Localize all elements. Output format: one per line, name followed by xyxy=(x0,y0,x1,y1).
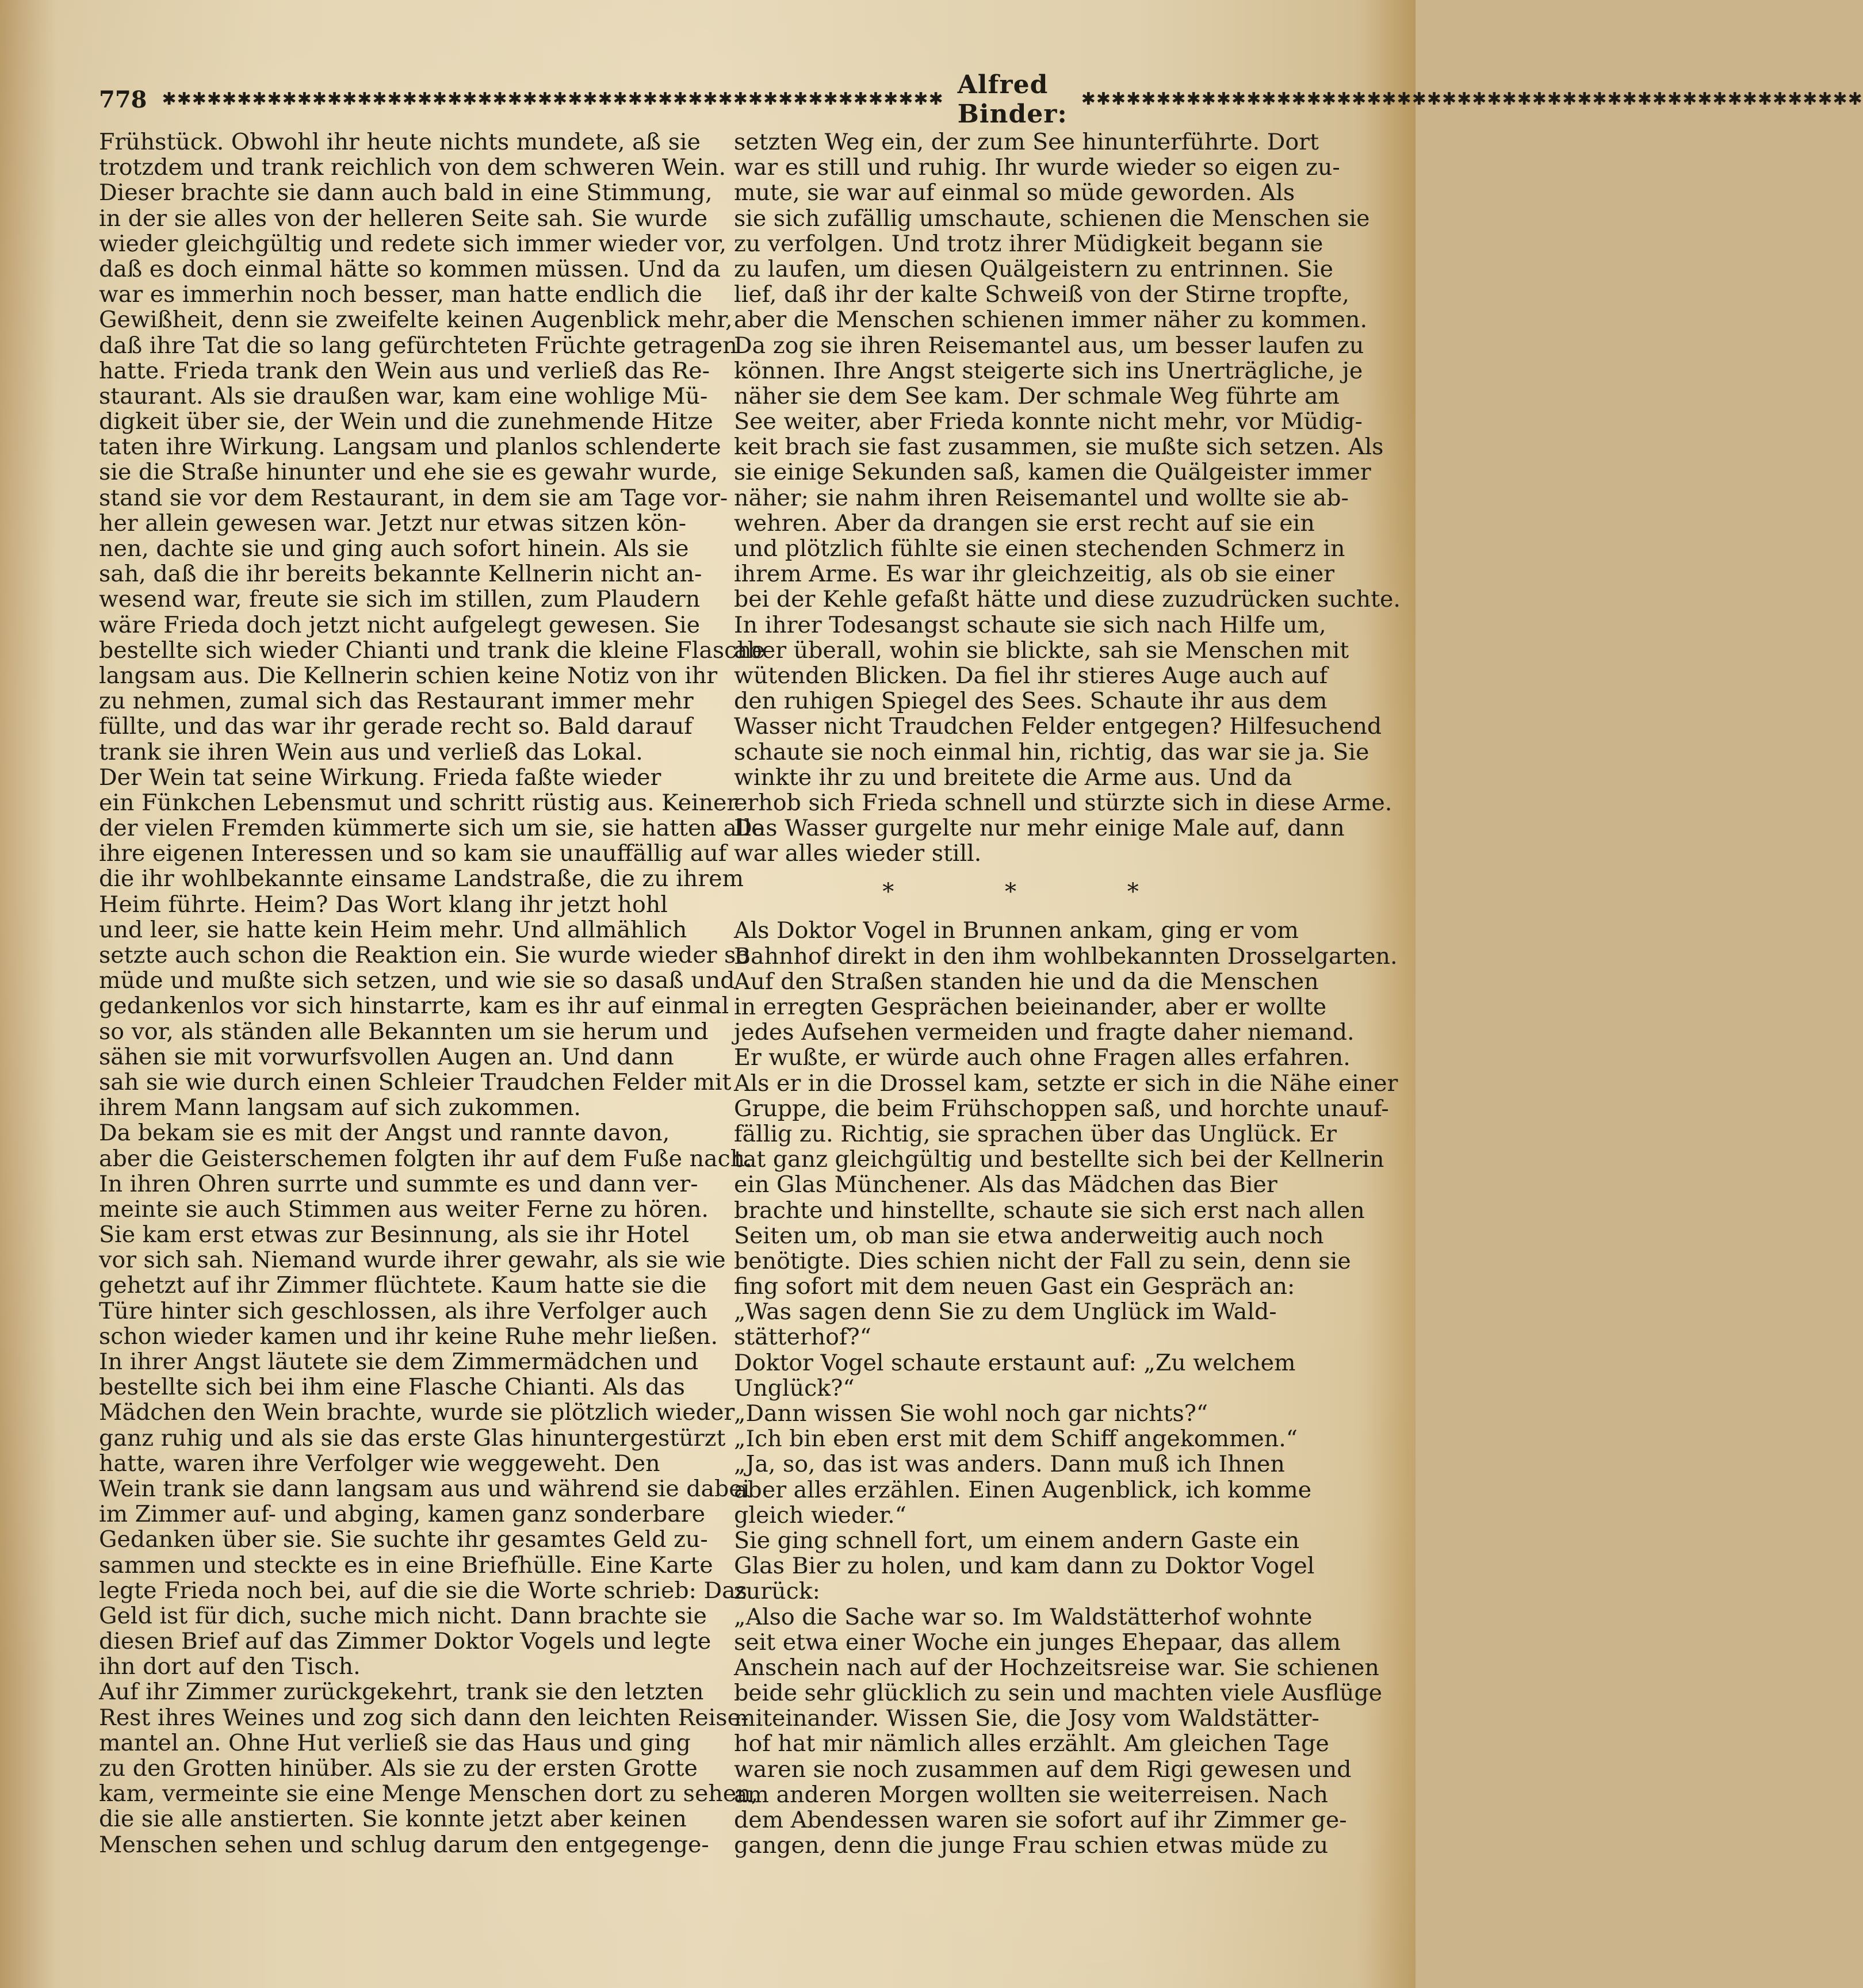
text-line: war es immerhin noch besser, man hatte endlich die xyxy=(99,281,702,308)
text-line: und leer, sie hatte kein Heim mehr. Und allmählich xyxy=(99,916,687,943)
text-block-right-top xyxy=(734,129,1401,867)
text-line: Gewißheit, denn sie zweifelte keinen Augenblick mehr, xyxy=(99,307,733,334)
text-line: Der Wein tat seine Wirkung. Frieda faßte wieder xyxy=(99,764,661,791)
text-line: Doktor Vogel schaute erstaunt auf: „Zu welchem xyxy=(734,1349,1296,1376)
text-line: zu nehmen, zumal sich das Restaurant immer mehr xyxy=(99,688,694,715)
text-line: digkeit über sie, der Wein und die zunehmende Hitze xyxy=(99,408,713,435)
text-line: Auf ihr Zimmer zurückgekehrt, trank sie den letzten xyxy=(99,1679,704,1706)
text-line: stätterhof?“ xyxy=(734,1324,871,1351)
text-line: Bahnhof direkt in den ihm wohlbekannten Drosselgarten. xyxy=(734,943,1398,970)
text-line: sah, daß die ihr bereits bekannte Kellnerin nicht an- xyxy=(99,561,702,588)
text-line: am anderen Morgen wollten sie weiterreisen. Nach xyxy=(734,1781,1328,1808)
text-line: sie einige Sekunden saß, kamen die Quälgeister immer xyxy=(734,459,1371,486)
text-block-right-bottom xyxy=(734,917,1398,1859)
text-line: ganz ruhig und als sie das erste Glas hinuntergestürzt xyxy=(99,1424,726,1451)
text-column-left xyxy=(99,129,766,1858)
text-line: Das Wasser gurgelte nur mehr einige Male auf, dann xyxy=(734,815,1345,842)
text-line: näher; sie nahm ihren Reisemantel und wollte sie ab- xyxy=(734,484,1349,511)
text-line: fällig zu. Richtig, sie sprachen über das Unglück. Er xyxy=(734,1120,1337,1147)
text-line: meinte sie auch Stimmen aus weiter Ferne zu hören. xyxy=(99,1196,709,1223)
text-line: gleich wieder.“ xyxy=(734,1501,906,1529)
text-line: in der sie alles von der helleren Seite sah. Sie wurde xyxy=(99,205,708,232)
text-line: langsam aus. Die Kellnerin schien keine Notiz von ihr xyxy=(99,662,718,689)
text-line: ein Glas Münchener. Als das Mädchen das Bier xyxy=(734,1171,1277,1198)
text-line: aber überall, wohin sie blickte, sah sie Menschen mit xyxy=(734,637,1349,664)
text-line: im Zimmer auf- und abging, kamen ganz sonderbare xyxy=(99,1501,705,1528)
text-line: hatte. Frieda trank den Wein aus und verließ das Re- xyxy=(99,357,710,384)
text-line: staurant. Als sie draußen war, kam eine wohlige Mü- xyxy=(99,382,708,409)
text-line: Als er in die Drossel kam, setzte er sich in die Nähe einer xyxy=(734,1070,1398,1097)
text-line: „Also die Sache war so. Im Waldstätterhof wohnte xyxy=(734,1603,1313,1630)
text-line: Unglück?“ xyxy=(734,1374,855,1401)
text-line: taten ihre Wirkung. Langsam und planlos schlenderte xyxy=(99,434,721,461)
text-line: jedes Aufsehen vermeiden und fragte daher niemand. xyxy=(734,1019,1355,1046)
ornament-rule-right: ✱✱✱✱✱✱✱✱✱✱✱✱✱✱✱✱✱✱✱✱✱✱✱✱✱✱✱✱✱✱✱✱✱✱✱✱✱✱✱✱✱✱✱✱✱✱✱✱✱✱✱✱ xyxy=(1081,89,1863,109)
text-line: sähen sie mit vorwurfsvollen Augen an. Und dann xyxy=(99,1043,674,1070)
text-line: Er wußte, er würde auch ohne Fragen alles erfahren. xyxy=(734,1044,1351,1071)
text-line: Da bekam sie es mit der Angst und rannte davon, xyxy=(99,1120,670,1147)
text-line: wesend war, freute sie sich im stillen, zum Plaudern xyxy=(99,586,701,613)
text-line: mantel an. Ohne Hut verließ sie das Haus und ging xyxy=(99,1729,691,1756)
text-line: Wasser nicht Traudchen Felder entgegen? Hilfesuchend xyxy=(734,713,1382,740)
text-line: wehren. Aber da drangen sie erst recht auf sie ein xyxy=(734,510,1315,537)
text-line: daß ihre Tat die so lang gefürchteten Früchte getragen xyxy=(99,332,737,359)
text-line: Anschein nach auf der Hochzeitsreise war. Sie schienen xyxy=(734,1654,1379,1681)
text-line: seit etwa einer Woche ein junges Ehepaar, das allem xyxy=(734,1629,1341,1656)
text-line: bei der Kehle gefaßt hätte und diese zuzudrücken suchte. xyxy=(734,586,1401,613)
text-line: ihn dort auf den Tisch. xyxy=(99,1653,361,1680)
text-line: aber die Geisterschemen folgten ihr auf dem Fuße nach. xyxy=(99,1145,752,1172)
text-line: und plötzlich fühlte sie einen stechenden Schmerz in xyxy=(734,535,1345,562)
text-line: Auf den Straßen standen hie und da die Menschen xyxy=(734,968,1319,995)
text-line: Sie kam erst etwas zur Besinnung, als sie ihr Hotel xyxy=(99,1221,690,1248)
text-line: See weiter, aber Frieda konnte nicht mehr, vor Müdig- xyxy=(734,408,1363,435)
text-line: Frühstück. Obwohl ihr heute nichts mundete, aß sie xyxy=(99,129,701,155)
text-column-right xyxy=(734,129,1401,1859)
text-line: Heim führte. Heim? Das Wort klang ihr jetzt hohl xyxy=(99,891,668,918)
text-line: den ruhigen Spiegel des Sees. Schaute ihr aus dem xyxy=(734,688,1328,715)
text-line: füllte, und das war ihr gerade recht so. Bald darauf xyxy=(99,713,693,740)
text-line: beide sehr glücklich zu sein und machten viele Ausflüge xyxy=(734,1680,1383,1707)
text-line: „Ich bin eben erst mit dem Schiff angekommen.“ xyxy=(734,1426,1298,1453)
text-line: ihrem Arme. Es war ihr gleichzeitig, als ob sie einer xyxy=(734,561,1335,588)
text-line: die ihr wohlbekannte einsame Landstraße, die zu ihrem xyxy=(99,865,744,893)
text-line: keit brach sie fast zusammen, sie mußte sich setzen. Als xyxy=(734,434,1384,461)
text-line: Glas Bier zu holen, und kam dann zu Doktor Vogel xyxy=(734,1553,1315,1580)
text-line: „Dann wissen Sie wohl noch gar nichts?“ xyxy=(734,1400,1208,1427)
text-line: sammen und steckte es in eine Briefhülle. Eine Karte xyxy=(99,1552,713,1579)
text-line: Als Doktor Vogel in Brunnen ankam, ging er vom xyxy=(734,917,1299,944)
text-line: stand sie vor dem Restaurant, in dem sie am Tage vor- xyxy=(99,484,728,511)
text-line: Geld ist für dich, suche mich nicht. Dann brachte sie xyxy=(99,1602,707,1629)
text-line: ein Fünkchen Lebensmut und schritt rüstig aus. Keiner xyxy=(99,789,738,816)
section-divider: * * * xyxy=(882,879,1191,906)
ornament-rule-left: ✱✱✱✱✱✱✱✱✱✱✱✱✱✱✱✱✱✱✱✱✱✱✱✱✱✱✱✱✱✱✱✱✱✱✱✱✱✱✱✱✱✱✱✱✱✱✱✱✱✱✱✱ xyxy=(162,89,944,109)
text-line: Türe hinter sich geschlossen, als ihre Verfolger auch xyxy=(99,1297,707,1324)
text-line: aber alles erzählen. Einen Augenblick, ich komme xyxy=(734,1476,1312,1503)
text-line: Da zog sie ihren Reisemantel aus, um besser laufen zu xyxy=(734,332,1364,359)
text-line: Rest ihres Weines und zog sich dann den leichten Reise- xyxy=(99,1704,749,1731)
text-line: erhob sich Frieda schnell und stürzte sich in diese Arme. xyxy=(734,789,1393,816)
text-line: daß es doch einmal hätte so kommen müssen. Und da xyxy=(99,255,721,282)
text-line: brachte und hinstellte, schaute sie sich erst nach allen xyxy=(734,1197,1365,1224)
text-line: Sie ging schnell fort, um einem andern Gaste ein xyxy=(734,1527,1300,1554)
text-line: Mädchen den Wein brachte, wurde sie plötzlich wieder xyxy=(99,1399,735,1426)
text-line: bestellte sich wieder Chianti und trank die kleine Flasche xyxy=(99,637,766,664)
text-line: Menschen sehen und schlug darum den entgegenge- xyxy=(99,1831,709,1858)
text-line: bestellte sich bei ihm eine Flasche Chianti. Als das xyxy=(99,1374,685,1401)
text-line: war es still und ruhig. Ihr wurde wieder so eigen zu- xyxy=(734,154,1340,181)
text-line: wäre Frieda doch jetzt nicht aufgelegt gewesen. Sie xyxy=(99,611,700,638)
text-line: gehetzt auf ihr Zimmer flüchtete. Kaum hatte sie die xyxy=(99,1272,707,1299)
text-line: legte Frieda noch bei, auf die sie die Worte schrieb: Das xyxy=(99,1577,747,1604)
text-line: ihrem Mann langsam auf sich zukommen. xyxy=(99,1094,581,1121)
text-line: müde und mußte sich setzen, und wie sie so dasaß und xyxy=(99,967,735,994)
text-line: sah sie wie durch einen Schleier Traudchen Felder mit xyxy=(99,1068,732,1095)
running-title: Alfred Binder: xyxy=(957,70,1068,129)
text-line: dem Abendessen waren sie sofort auf ihr Zimmer ge- xyxy=(734,1807,1347,1833)
text-line: trank sie ihren Wein aus und verließ das Lokal. xyxy=(99,738,643,765)
running-header xyxy=(99,70,1863,129)
text-line: sie sich zufällig umschaute, schienen die Menschen sie xyxy=(734,205,1370,232)
text-line: zurück: xyxy=(734,1578,820,1605)
text-line: schon wieder kamen und ihr keine Ruhe mehr ließen. xyxy=(99,1323,718,1350)
text-line: der vielen Fremden kümmerte sich um sie, sie hatten alle xyxy=(99,815,765,842)
text-line: „Was sagen denn Sie zu dem Unglück im Wald- xyxy=(734,1298,1277,1326)
text-line: miteinander. Wissen Sie, die Josy vom Waldstätter- xyxy=(734,1705,1319,1732)
text-line: fing sofort mit dem neuen Gast ein Gespräch an: xyxy=(734,1273,1295,1300)
text-line: Gedanken über sie. Sie suchte ihr gesamtes Geld zu- xyxy=(99,1526,708,1553)
text-line: diesen Brief auf das Zimmer Doktor Vogels und legte xyxy=(99,1628,711,1655)
text-line: so vor, als ständen alle Bekannten um sie herum und xyxy=(99,1018,709,1045)
text-line: die sie alle anstierten. Sie konnte jetzt aber keinen xyxy=(99,1806,687,1833)
text-line: „Ja, so, das ist was anders. Dann muß ich Ihnen xyxy=(734,1451,1285,1478)
text-line: In ihrer Todesangst schaute sie sich nach Hilfe um, xyxy=(734,611,1326,638)
text-line: hatte, waren ihre Verfolger wie weggeweht. Den xyxy=(99,1450,660,1477)
text-line: vor sich sah. Niemand wurde ihrer gewahr, als sie wie xyxy=(99,1247,726,1274)
text-line: tat ganz gleichgültig und bestellte sich bei der Kellnerin xyxy=(734,1146,1384,1173)
text-line: mute, sie war auf einmal so müde geworden. Als xyxy=(734,179,1295,206)
text-line: lief, daß ihr der kalte Schweiß von der Stirne tropfte, xyxy=(734,281,1349,308)
text-line: in erregten Gesprächen beieinander, aber er wollte xyxy=(734,994,1327,1020)
text-line: zu laufen, um diesen Quälgeistern zu entrinnen. Sie xyxy=(734,255,1333,282)
text-line: gangen, denn die junge Frau schien etwas müde zu xyxy=(734,1832,1329,1859)
text-line: kam, vermeinte sie eine Menge Menschen dort zu sehen, xyxy=(99,1780,759,1807)
text-line: In ihren Ohren surrte und summte es und dann ver- xyxy=(99,1170,698,1197)
text-line: schaute sie noch einmal hin, richtig, das war sie ja. Sie xyxy=(734,738,1369,765)
text-line: her allein gewesen war. Jetzt nur etwas sitzen kön- xyxy=(99,510,687,537)
text-line: näher sie dem See kam. Der schmale Weg führte am xyxy=(734,382,1340,409)
text-line: setzte auch schon die Reaktion ein. Sie wurde wieder so xyxy=(99,942,750,968)
text-line: Seiten um, ob man sie etwa anderweitig auch noch xyxy=(734,1222,1324,1249)
text-line: war alles wieder still. xyxy=(734,840,982,867)
text-line: ihre eigenen Interessen und so kam sie unauffällig auf xyxy=(99,840,727,867)
text-line: waren sie noch zusammen auf dem Rigi gewesen und xyxy=(734,1756,1352,1783)
text-line: trotzdem und trank reichlich von dem schweren Wein. xyxy=(99,154,726,181)
text-line: nen, dachte sie und ging auch sofort hinein. Als sie xyxy=(99,535,689,562)
text-line: benötigte. Dies schien nicht der Fall zu sein, denn sie xyxy=(734,1247,1351,1274)
text-line: setzten Weg ein, der zum See hinunterführte. Dort xyxy=(734,129,1319,155)
page-number: 778 xyxy=(99,86,147,113)
text-line: winkte ihr zu und breitete die Arme aus. Und da xyxy=(734,764,1292,791)
text-line: Gruppe, die beim Frühschoppen saß, und horchte unauf- xyxy=(734,1095,1389,1122)
text-line: aber die Menschen schienen immer näher zu kommen. xyxy=(734,307,1368,334)
text-line: zu verfolgen. Und trotz ihrer Müdigkeit begann sie xyxy=(734,230,1323,257)
text-line: zu den Grotten hinüber. Als sie zu der ersten Grotte xyxy=(99,1755,698,1782)
text-line: hof hat mir nämlich alles erzählt. Am gleichen Tage xyxy=(734,1730,1329,1757)
text-line: Wein trank sie dann langsam aus und während sie dabei xyxy=(99,1475,750,1502)
text-line: wütenden Blicken. Da fiel ihr stieres Auge auch auf xyxy=(734,662,1328,689)
text-line: sie die Straße hinunter und ehe sie es gewahr wurde, xyxy=(99,459,718,486)
text-line: In ihrer Angst läutete sie dem Zimmermädchen und xyxy=(99,1349,699,1375)
text-line: können. Ihre Angst steigerte sich ins Unerträgliche, je xyxy=(734,357,1363,384)
text-line: Dieser brachte sie dann auch bald in eine Stimmung, xyxy=(99,179,713,206)
text-line: wieder gleichgültig und redete sich immer wieder vor, xyxy=(99,230,727,257)
text-line: gedankenlos vor sich hinstarrte, kam es ihr auf einmal xyxy=(99,993,729,1020)
